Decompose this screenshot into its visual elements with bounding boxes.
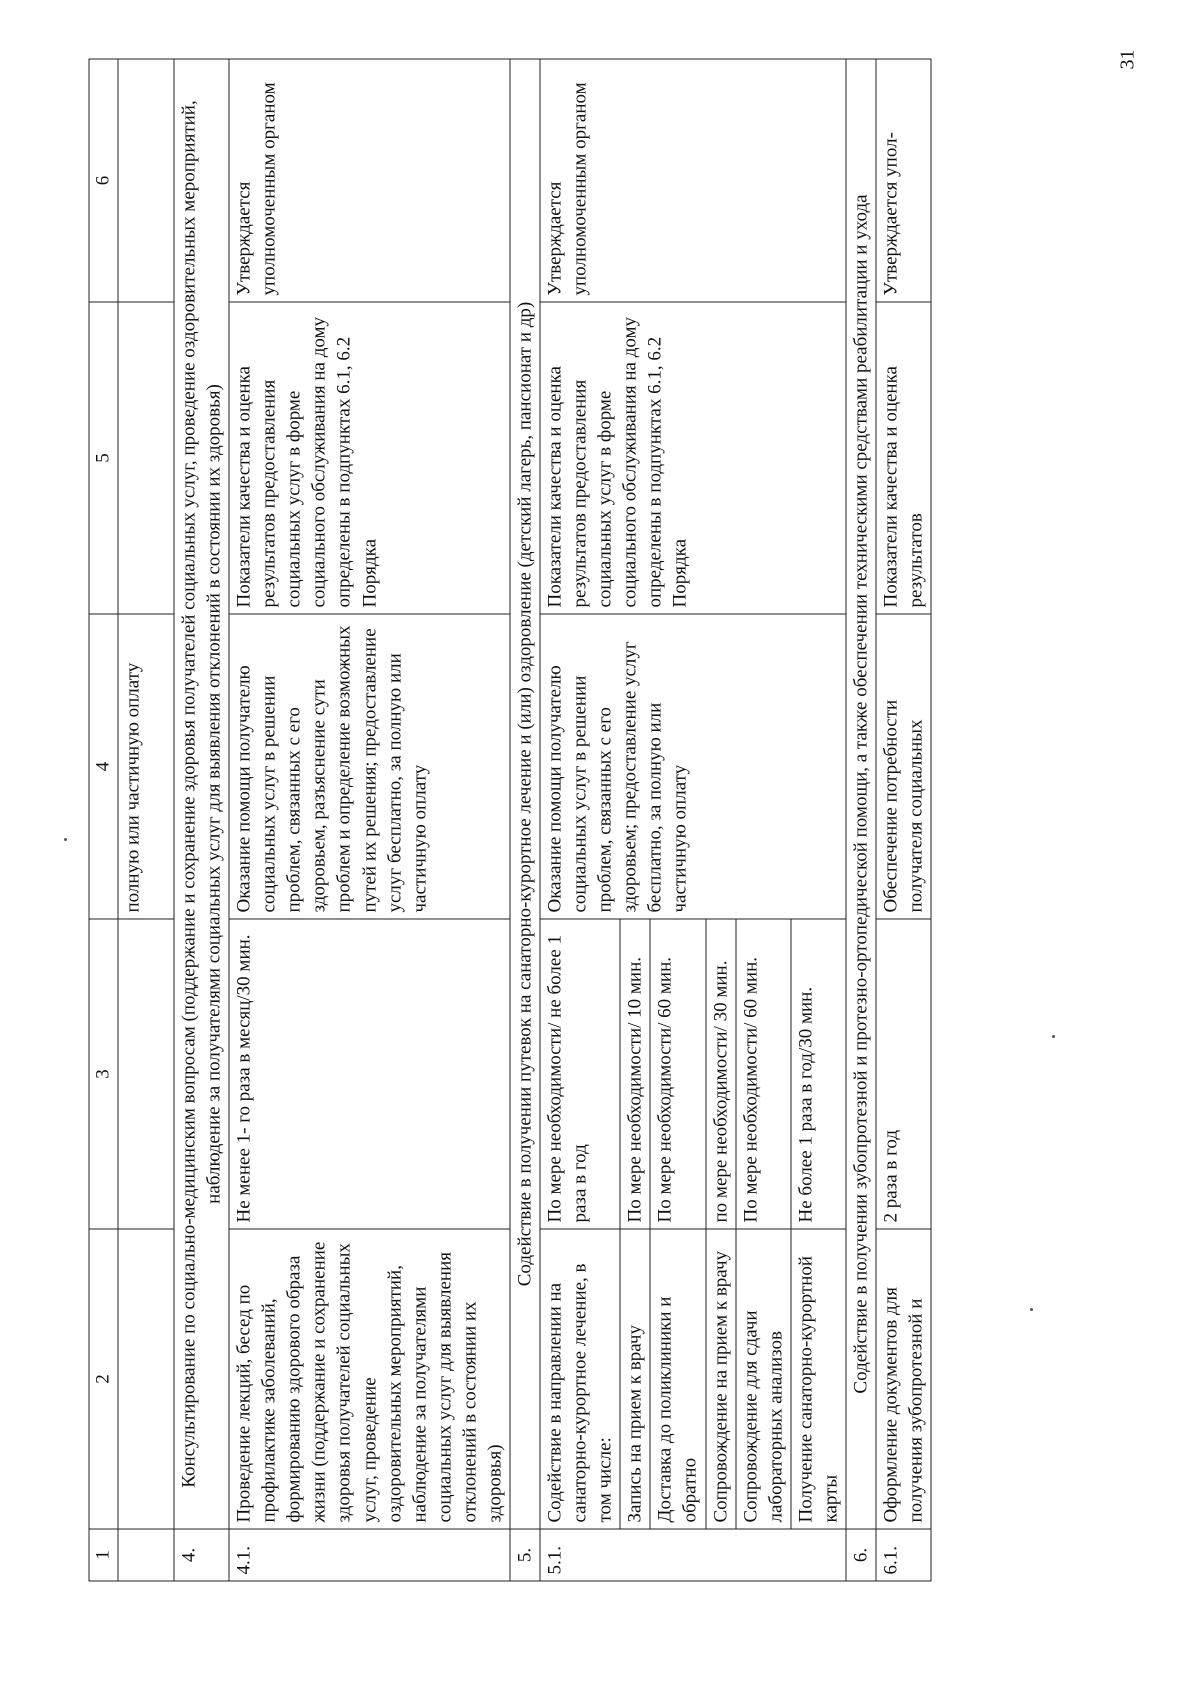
service-frequency: По мере необходимости/ 10 мин. — [620, 919, 650, 1229]
table-row — [229, 59, 510, 1581]
rotated-table-wrapper — [89, 60, 1174, 1582]
header-col-6: 6 — [89, 59, 118, 302]
service-content: Оказание помощи получателю социальных услуг в решении проблем, связанных с его здоровьем; предоставление услуг бесплатно, за полную или частичную оплату — [540, 614, 846, 919]
scan-speck — [64, 838, 67, 841]
approval-note: Утверждается уполномоченным органом — [229, 59, 510, 302]
cell — [118, 919, 174, 1229]
approval-note: Утверждается уполномоченным органом — [540, 59, 846, 302]
service-frequency: Не более 1 раза в год/30 мин. — [791, 919, 846, 1229]
services-table — [89, 59, 932, 1582]
cell — [118, 1529, 174, 1581]
table-row — [876, 59, 931, 1581]
service-description: Сопровождение для сдачи лабораторных анализов — [736, 1229, 791, 1529]
quality-indicators: Показатели качества и оценка результатов предоставления социальных услуг в форме социального обслуживания на дому определены в подпунктах 6.1, 6.2 Порядка — [540, 302, 846, 614]
row-number: 4.1. — [229, 1529, 510, 1581]
cell-payment-continued: полную или частичную оплату — [118, 614, 174, 919]
header-col-3: 3 — [89, 919, 118, 1229]
service-content: Обеспечение потребности получателя социальных — [876, 614, 931, 919]
service-frequency: По мере необходимости/ 60 мин. — [650, 919, 705, 1229]
header-col-5: 5 — [89, 302, 118, 614]
header-col-4: 4 — [89, 614, 118, 919]
cell — [118, 1229, 174, 1529]
section-row-6 — [846, 59, 876, 1581]
header-col-2: 2 — [89, 1229, 118, 1529]
continued-row — [118, 59, 174, 1581]
header-col-1: 1 — [89, 1529, 118, 1581]
row-number: 6.1. — [876, 1529, 931, 1581]
page-number: 31 — [1116, 49, 1139, 70]
row-number: 5.1. — [540, 1529, 846, 1581]
service-description: Доставка до поликлиники и обратно — [650, 1229, 705, 1529]
section-number: 6. — [846, 1529, 876, 1581]
service-description: Содействие в направлении на санаторно-курортное лечение, в том числе: — [540, 1229, 620, 1529]
section-title: Содействие в получении путевок на санаторно-курортное лечение и (или) оздоровление (детский лагерь, пансионат и др) — [510, 59, 540, 1529]
approval-note: Утверждается упол- — [876, 59, 931, 302]
section-number: 4. — [174, 1529, 229, 1581]
section-title: Консультирование по социально-медицинским вопросам (поддержание и сохранение здоровья получателей социальных услуг, проведение оздоровительных мероприятий, наблюдение за получателями социальных услуг для выявления отклонений в состоянии их здоровья) — [174, 59, 229, 1529]
section-row-5 — [510, 59, 540, 1581]
cell — [118, 302, 174, 614]
header-row — [89, 59, 118, 1581]
service-description: Запись на прием к врачу — [620, 1229, 650, 1529]
section-title: Содействие в получении зубопротезной и протезно-ортопедической помощи, а также обеспечении техническими средствами реабилитации и ухода — [846, 59, 876, 1529]
service-frequency: по мере необходимости/ 30 мин. — [706, 919, 736, 1229]
service-frequency: По мере необходимости/ 60 мин. — [736, 919, 791, 1229]
quality-indicators: Показатели качества и оценка результатов — [876, 302, 931, 614]
service-description: Получение санаторно-курортной карты — [791, 1229, 846, 1529]
service-description: Сопровождение на прием к врачу — [706, 1229, 736, 1529]
service-frequency: Не менее 1- го раза в месяц/30 мин. — [229, 919, 510, 1229]
section-number: 5. — [510, 1529, 540, 1581]
service-description: Проведение лекций, бесед по профилактике заболеваний, формированию здорового образа жизни (поддержание и сохранение здоровья получателей социальных услуг, проведение оздоровительных мероприятий, наблюдение за получателями социальных услуг для выявления отклонений в состоянии их здоровья) — [229, 1229, 510, 1529]
service-frequency: По мере необходимости/ не более 1 раза в год — [540, 919, 620, 1229]
table-row — [540, 59, 620, 1581]
service-content: Оказание помощи получателю социальных услуг в решении проблем, связанных с его здоровьем, разъяснение сути проблем и определение возможных путей их решения; предоставление услуг бесплатно, за полную или частичную оплату — [229, 614, 510, 919]
section-row-4 — [174, 59, 229, 1581]
cell — [118, 59, 174, 302]
service-frequency: 2 раза в год — [876, 919, 931, 1229]
service-description: Оформление документов для получения зубопротезной и — [876, 1229, 931, 1529]
quality-indicators: Показатели качества и оценка результатов предоставления социальных услуг в форме социального обслуживания на дому определены в подпунктах 6.1, 6.2 Порядка — [229, 302, 510, 614]
